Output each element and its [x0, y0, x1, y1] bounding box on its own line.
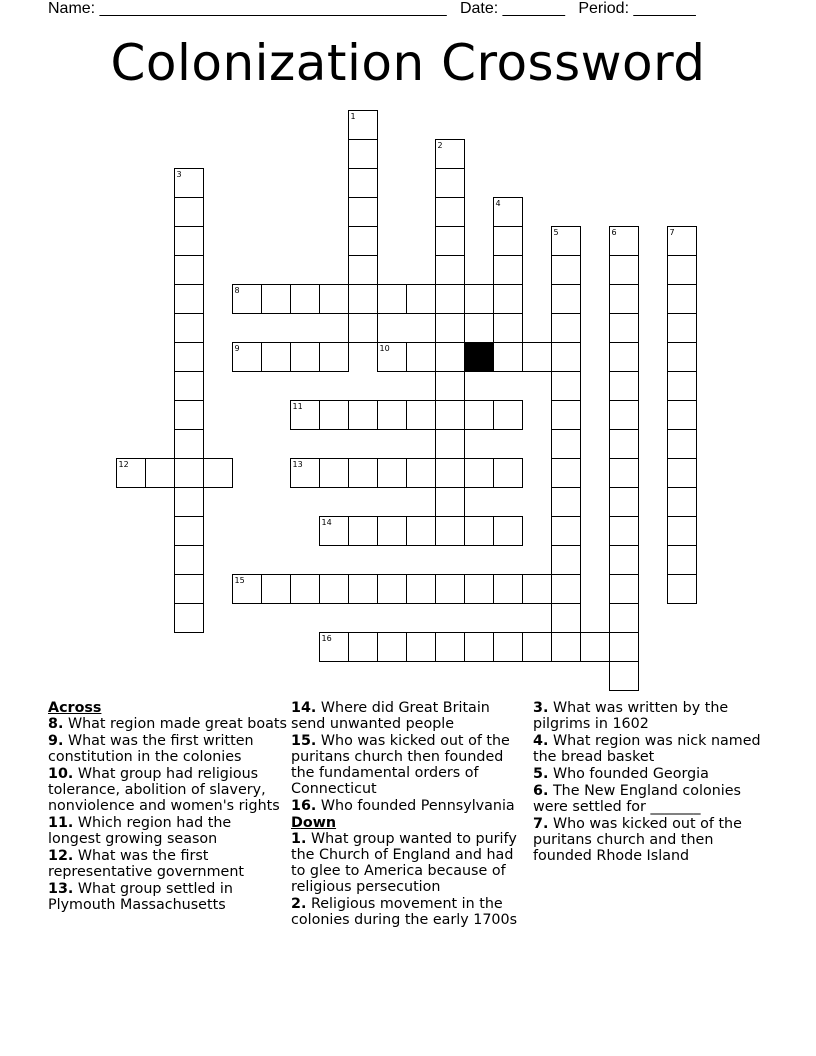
- crossword-cell[interactable]: [291, 575, 320, 604]
- crossword-cell[interactable]: [668, 372, 697, 401]
- crossword-cell[interactable]: [610, 488, 639, 517]
- crossword-cell[interactable]: [668, 314, 697, 343]
- crossword-cell[interactable]: [552, 517, 581, 546]
- crossword-cell[interactable]: [465, 517, 494, 546]
- crossword-cell[interactable]: [668, 517, 697, 546]
- crossword-cell[interactable]: [436, 285, 465, 314]
- crossword-cell[interactable]: [175, 256, 204, 285]
- clue-down-7: 7. Who was kicked out of the puritans church and then founded Rhode Island: [533, 816, 742, 864]
- crossword-cell[interactable]: [436, 459, 465, 488]
- crossword-cell[interactable]: [668, 488, 697, 517]
- crossword-cell[interactable]: [581, 633, 610, 662]
- crossword-cell[interactable]: [436, 575, 465, 604]
- across-heading: Across: [48, 700, 102, 716]
- crossword-cell[interactable]: [175, 372, 204, 401]
- crossword-cell[interactable]: [407, 343, 436, 372]
- clue-across-10: 10. What group had religious tolerance, abolition of slavery, nonviolence and women's rights: [48, 766, 280, 814]
- period-blank[interactable]: _______: [633, 0, 696, 17]
- crossword-cell[interactable]: [610, 604, 639, 633]
- crossword-cell[interactable]: [494, 227, 523, 256]
- crossword-cell[interactable]: [610, 575, 639, 604]
- cell-number: 3: [176, 170, 182, 179]
- crossword-cell[interactable]: [349, 140, 378, 169]
- cell-number: 4: [495, 199, 501, 208]
- crossword-cell[interactable]: [436, 488, 465, 517]
- crossword-cell[interactable]: [320, 459, 349, 488]
- crossword-cell[interactable]: [465, 285, 494, 314]
- crossword-cell[interactable]: [668, 401, 697, 430]
- crossword-cell[interactable]: [494, 285, 523, 314]
- crossword-cell[interactable]: [494, 575, 523, 604]
- clue-across-15: 15. Who was kicked out of the puritans church then founded the fundamental orders of Connecticut: [291, 733, 510, 797]
- crossword-cell[interactable]: [349, 575, 378, 604]
- crossword-cell[interactable]: [494, 314, 523, 343]
- crossword-cell[interactable]: [291, 343, 320, 372]
- crossword-cell[interactable]: [378, 285, 407, 314]
- crossword-cell[interactable]: [175, 488, 204, 517]
- crossword-cell[interactable]: [378, 517, 407, 546]
- crossword-cell[interactable]: [552, 401, 581, 430]
- name-label: Name:: [48, 0, 96, 17]
- crossword-cell[interactable]: [175, 430, 204, 459]
- crossword-cell[interactable]: [262, 285, 291, 314]
- crossword-cell[interactable]: [610, 459, 639, 488]
- cell-number: 6: [611, 228, 617, 237]
- crossword-cell[interactable]: [175, 546, 204, 575]
- crossword-cell[interactable]: [552, 488, 581, 517]
- crossword-cell[interactable]: [320, 401, 349, 430]
- clue-across-9: 9. What was the first written constitution in the colonies: [48, 733, 254, 765]
- crossword-cell[interactable]: [465, 575, 494, 604]
- crossword-cell[interactable]: [349, 314, 378, 343]
- crossword-cell[interactable]: [436, 517, 465, 546]
- cell-number: 5: [553, 228, 559, 237]
- crossword-cell[interactable]: [494, 401, 523, 430]
- crossword-cell[interactable]: [436, 227, 465, 256]
- cell-number: 13: [292, 460, 303, 469]
- clue-across-8: 8. What region made great boats: [48, 716, 287, 732]
- cell-number: 14: [321, 518, 332, 527]
- crossword-cell[interactable]: [610, 517, 639, 546]
- cell-number: 15: [234, 576, 245, 585]
- crossword-cell[interactable]: [552, 430, 581, 459]
- cell-number: 10: [379, 344, 390, 353]
- crossword-cell[interactable]: [610, 662, 639, 691]
- crossword-cell[interactable]: [204, 459, 233, 488]
- crossword-cell[interactable]: [175, 227, 204, 256]
- crossword-cell[interactable]: [494, 343, 523, 372]
- crossword-cell[interactable]: [349, 227, 378, 256]
- crossword-cell[interactable]: [320, 343, 349, 372]
- crossword-cell[interactable]: [552, 459, 581, 488]
- crossword-cell[interactable]: [610, 546, 639, 575]
- clue-down-1: 1. What group wanted to purify the Church of England and had to glee to America because of religious persecution: [291, 831, 517, 895]
- crossword-cell[interactable]: [610, 430, 639, 459]
- crossword-cell[interactable]: [407, 517, 436, 546]
- crossword-cell[interactable]: [436, 256, 465, 285]
- crossword-cell[interactable]: [378, 459, 407, 488]
- crossword-cell[interactable]: [436, 401, 465, 430]
- clue-across-14: 14. Where did Great Britain send unwanted people: [291, 700, 490, 732]
- crossword-cell[interactable]: [349, 517, 378, 546]
- crossword-cell[interactable]: [175, 401, 204, 430]
- crossword-cell[interactable]: [436, 198, 465, 227]
- crossword-cell[interactable]: [523, 575, 552, 604]
- date-blank[interactable]: _______: [502, 0, 565, 17]
- crossword-cell[interactable]: [610, 314, 639, 343]
- crossword-cell[interactable]: [349, 285, 378, 314]
- down-heading: Down: [291, 815, 337, 831]
- crossword-cell[interactable]: [262, 343, 291, 372]
- clue-across-13: 13. What group settled in Plymouth Massachusetts: [48, 881, 233, 913]
- clue-column-1: [48, 700, 288, 914]
- crossword-cell[interactable]: [378, 633, 407, 662]
- crossword-cell[interactable]: [465, 633, 494, 662]
- crossword-cell[interactable]: [552, 372, 581, 401]
- crossword-cell[interactable]: [610, 256, 639, 285]
- crossword-cell[interactable]: [668, 343, 697, 372]
- crossword-cell[interactable]: [552, 575, 581, 604]
- crossword-cell[interactable]: [175, 343, 204, 372]
- crossword-cell[interactable]: [668, 285, 697, 314]
- crossword-cell[interactable]: [262, 575, 291, 604]
- clue-column-2: [291, 700, 527, 929]
- crossword-cell[interactable]: [465, 401, 494, 430]
- crossword-cell[interactable]: [610, 633, 639, 662]
- crossword-cell[interactable]: [378, 575, 407, 604]
- crossword-cell[interactable]: [349, 633, 378, 662]
- crossword-cell[interactable]: [349, 198, 378, 227]
- name-blank[interactable]: _______________________________________: [99, 0, 447, 17]
- crossword-cell[interactable]: [494, 459, 523, 488]
- crossword-cell[interactable]: [610, 401, 639, 430]
- crossword-cell[interactable]: [494, 633, 523, 662]
- crossword-cell[interactable]: [436, 314, 465, 343]
- crossword-cell[interactable]: [349, 256, 378, 285]
- crossword-cell[interactable]: [175, 604, 204, 633]
- crossword-cell[interactable]: [436, 430, 465, 459]
- clue-down-6: 6. The New England colonies were settled for _______: [533, 783, 741, 815]
- cell-number: 16: [321, 634, 332, 643]
- crossword-cell[interactable]: [175, 198, 204, 227]
- crossword-cell[interactable]: [436, 372, 465, 401]
- clue-across-16: 16. Who founded Pennsylvania: [291, 798, 515, 814]
- crossword-cell[interactable]: [436, 633, 465, 662]
- crossword-cell[interactable]: [349, 401, 378, 430]
- crossword-cell[interactable]: [175, 575, 204, 604]
- crossword-cell[interactable]: [494, 517, 523, 546]
- crossword-cell[interactable]: [349, 459, 378, 488]
- cell-number: 11: [292, 402, 303, 411]
- cell-number: 12: [118, 460, 129, 469]
- date-label: Date:: [459, 0, 499, 17]
- cell-number: 1: [350, 112, 356, 121]
- crossword-cell[interactable]: [407, 575, 436, 604]
- crossword-cell[interactable]: [552, 285, 581, 314]
- crossword-cell[interactable]: [436, 343, 465, 372]
- crossword-cell[interactable]: [668, 459, 697, 488]
- crossword-cell[interactable]: [610, 343, 639, 372]
- clue-down-5: 5. Who founded Georgia: [533, 766, 709, 782]
- crossword-cell[interactable]: [668, 546, 697, 575]
- crossword-cell[interactable]: [436, 169, 465, 198]
- crossword-cell[interactable]: [407, 459, 436, 488]
- crossword-cell[interactable]: [552, 314, 581, 343]
- crossword-cell[interactable]: [349, 169, 378, 198]
- crossword-cell[interactable]: [552, 256, 581, 285]
- crossword-cell[interactable]: [407, 285, 436, 314]
- crossword-cell[interactable]: [378, 401, 407, 430]
- crossword-cell[interactable]: [407, 401, 436, 430]
- crossword-cell[interactable]: [175, 517, 204, 546]
- page-title: Colonization Crossword: [110, 34, 706, 92]
- crossword-cell[interactable]: [552, 546, 581, 575]
- clue-down-2: 2. Religious movement in the colonies during the early 1700s: [291, 896, 518, 928]
- clue-across-11: 11. Which region had the longest growing season: [48, 815, 232, 847]
- crossword-cell[interactable]: [552, 633, 581, 662]
- crossword-cell[interactable]: [610, 372, 639, 401]
- crossword-cell[interactable]: [320, 575, 349, 604]
- cell-number: 8: [234, 286, 240, 295]
- crossword-cell[interactable]: [146, 459, 175, 488]
- clue-down-3: 3. What was written by the pilgrims in 1602: [533, 700, 729, 732]
- cell-number: 2: [437, 141, 443, 150]
- crossword-cell[interactable]: [552, 343, 581, 372]
- crossword-cell[interactable]: [552, 604, 581, 633]
- black-square: [465, 343, 494, 372]
- crossword-cell[interactable]: [494, 256, 523, 285]
- crossword-cell[interactable]: [320, 285, 349, 314]
- crossword-cell[interactable]: [523, 633, 552, 662]
- crossword-cell[interactable]: [465, 459, 494, 488]
- crossword-cell[interactable]: [668, 430, 697, 459]
- cell-number: 9: [234, 344, 240, 353]
- crossword-cell[interactable]: [523, 343, 552, 372]
- crossword-cell[interactable]: [407, 633, 436, 662]
- crossword-cell[interactable]: [668, 575, 697, 604]
- period-label: Period:: [578, 0, 630, 17]
- crossword-cell[interactable]: [175, 285, 204, 314]
- clue-column-3: [533, 700, 773, 865]
- crossword-cell[interactable]: [175, 314, 204, 343]
- clue-across-12: 12. What was the first representative government: [48, 848, 245, 880]
- crossword-cell[interactable]: [291, 285, 320, 314]
- clue-down-4: 4. What region was nick named the bread basket: [533, 733, 761, 765]
- crossword-cell[interactable]: [175, 459, 204, 488]
- crossword-cell[interactable]: [668, 256, 697, 285]
- cell-number: 7: [669, 228, 675, 237]
- crossword-cell[interactable]: [610, 285, 639, 314]
